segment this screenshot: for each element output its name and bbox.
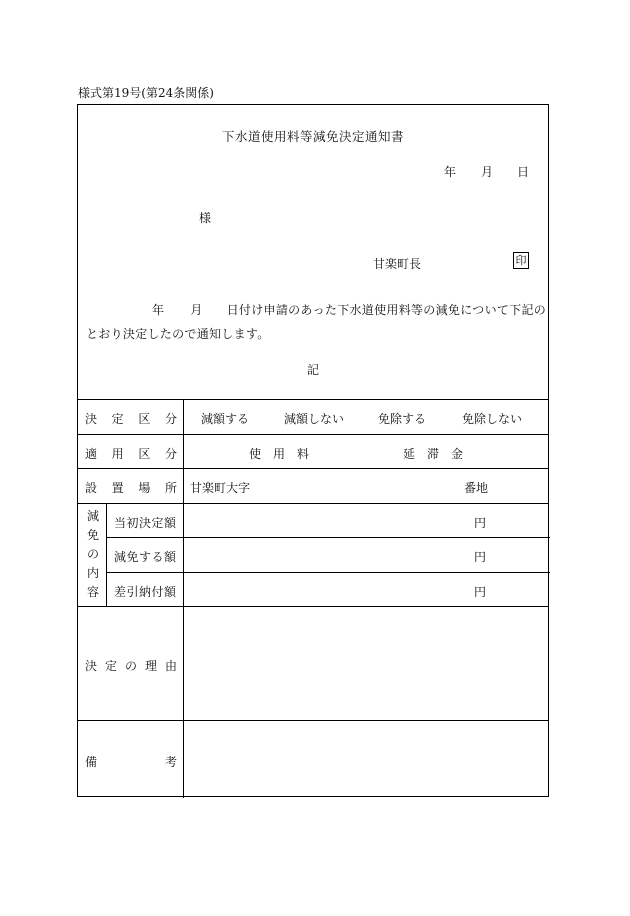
net-amount-unit: 円	[474, 585, 487, 599]
row-rule-1	[78, 434, 548, 435]
row-rule-5	[106, 572, 550, 573]
reason-label: 決 定 の 理 由	[85, 659, 177, 673]
date-month-label: 月	[481, 165, 494, 179]
form-number: 様式第19号(第24条関係)	[78, 86, 214, 100]
body-line1-rest: 日付け申請のあった下水道使用料等の減免について下記の	[226, 303, 547, 317]
net-amount-label: 差引納付額	[114, 585, 177, 599]
exempt-amount-unit: 円	[474, 550, 487, 564]
row-rule-3	[78, 503, 548, 504]
column-rule-main	[183, 399, 184, 798]
location-prefix: 甘楽町大字	[190, 481, 251, 495]
row-rule-6	[78, 606, 548, 607]
column-rule-group	[106, 503, 107, 606]
date-year-label: 年	[444, 165, 457, 179]
form-title: 下水道使用料等減免決定通知書	[221, 129, 404, 144]
exemption-group-label: 減免の内容	[86, 509, 99, 599]
option-no-reduce: 減額しない	[284, 412, 345, 426]
body-month-mark: 月	[190, 303, 203, 317]
row-rule-4	[106, 537, 550, 538]
row-rule-7	[78, 720, 548, 721]
seal-mark: 印	[513, 252, 529, 269]
row-rule-2	[78, 468, 548, 469]
body-text-line1	[152, 301, 546, 318]
option-usage-fee: 使 用 料	[249, 447, 310, 461]
date-day-label: 日	[517, 165, 530, 179]
issuer-name: 甘楽町長	[373, 257, 422, 271]
body-year-mark: 年	[152, 303, 165, 317]
notice-form-frame	[77, 104, 549, 797]
location-suffix: 番地	[464, 481, 489, 495]
initial-amount-unit: 円	[474, 516, 487, 530]
option-reduce: 減額する	[201, 412, 250, 426]
ki-heading: 記	[306, 363, 319, 377]
remarks-label: 備 考	[85, 755, 177, 769]
body-text-line2: とおり決定したので通知します。	[86, 327, 270, 341]
exempt-amount-label: 減免する額	[114, 550, 177, 564]
table-top-rule	[78, 399, 548, 400]
initial-amount-label: 当初決定額	[114, 516, 177, 530]
decision-label: 決 定 区 分	[85, 412, 177, 426]
option-no-exempt: 免除しない	[462, 412, 523, 426]
location-label: 設 置 場 所	[85, 481, 177, 495]
option-exempt: 免除する	[378, 412, 427, 426]
option-late-charge: 延 滞 金	[403, 447, 464, 461]
applicable-label: 適 用 区 分	[85, 447, 177, 461]
addressee-suffix: 様	[199, 211, 212, 225]
